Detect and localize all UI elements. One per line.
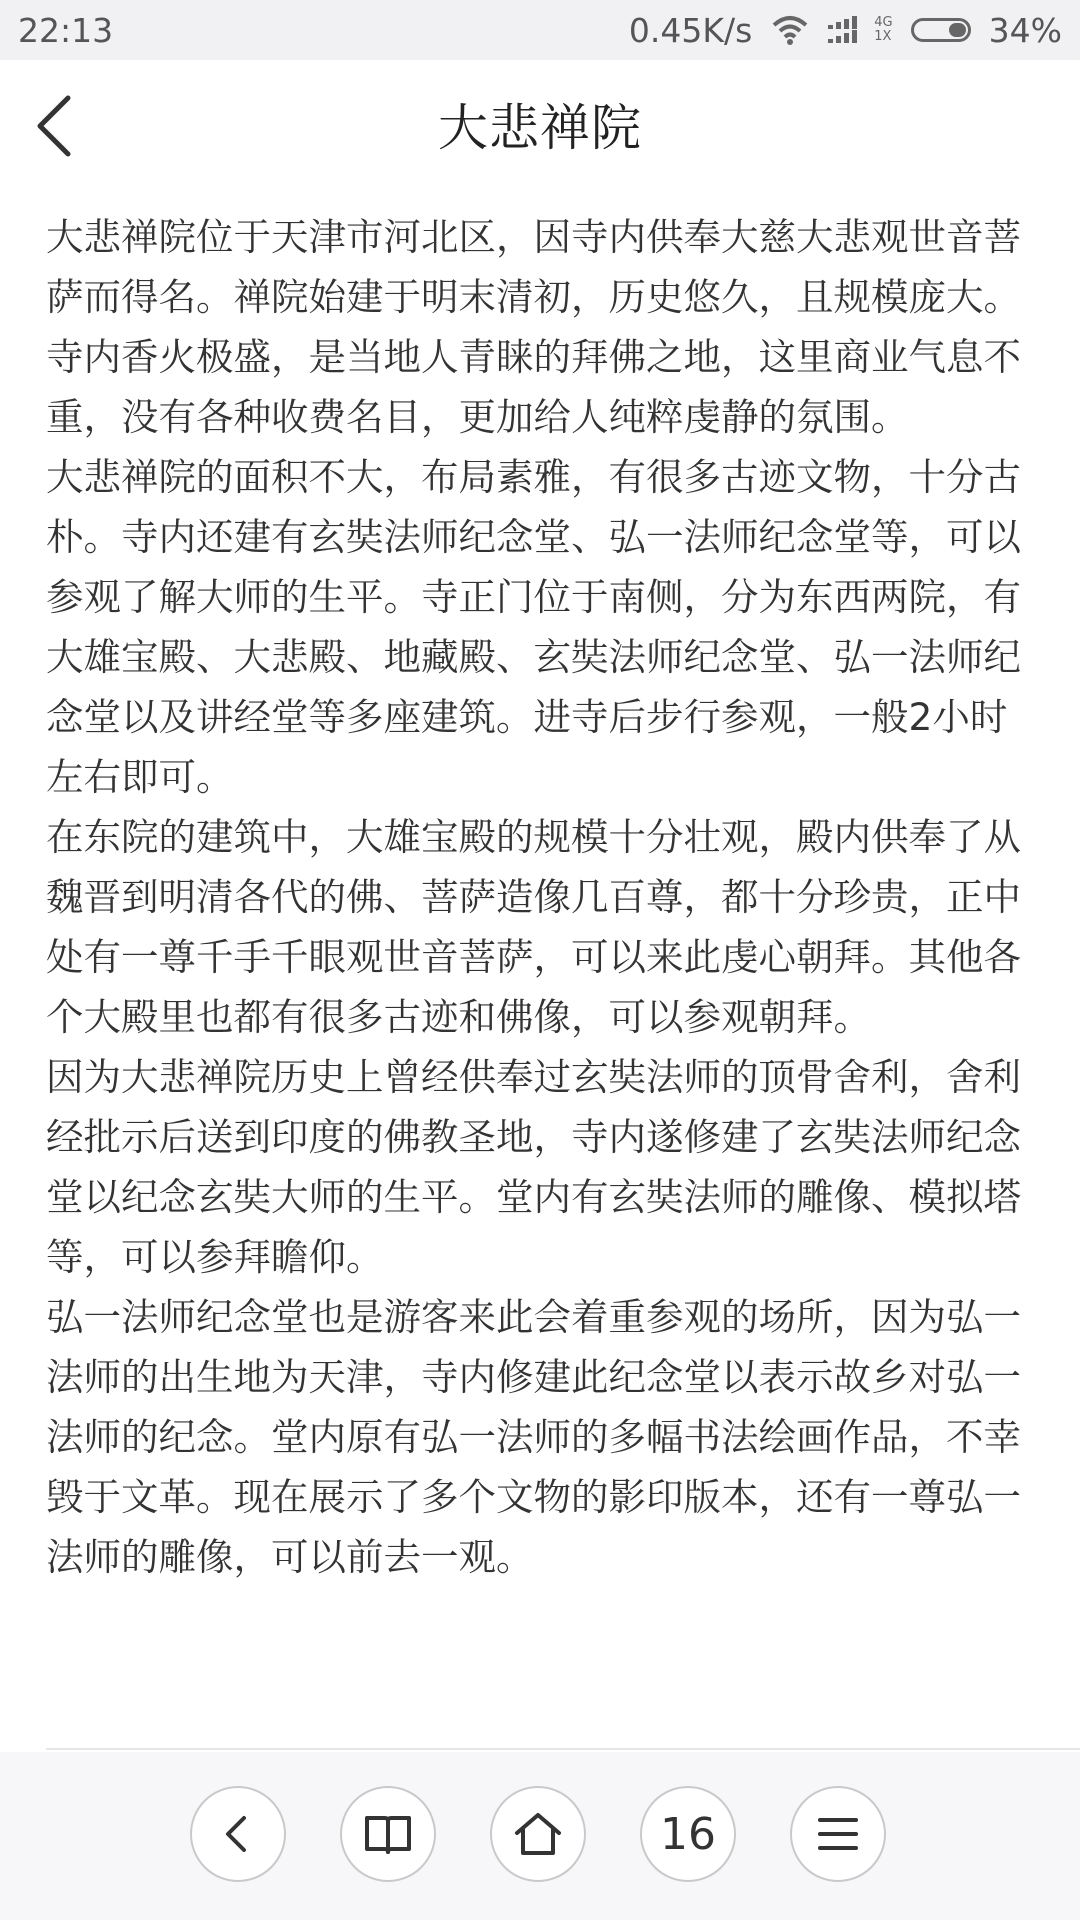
page-title: 大悲禅院: [438, 99, 642, 157]
header: [0, 60, 1080, 184]
article-paragraph: 弘一法师纪念堂也是游客来此会着重参观的场所，因为弘一法师的出生地为天津，寺内修建此纪念堂以表示故乡对弘一法师的纪念。堂内原有弘一法师的多幅书法绘画作品，不幸毁于文革。现在展示了多个文物的影印版本，还有一尊弘一法师的雕像，可以前去一观。: [46, 1295, 1021, 1579]
tabs-button[interactable]: [640, 1786, 736, 1882]
status-bar: [0, 0, 1080, 60]
menu-button[interactable]: [790, 1786, 886, 1882]
article-paragraph: 在东院的建筑中，大雄宝殿的规模十分壮观，殿内供奉了从魏晋到明清各代的佛、菩萨造像几百尊，都十分珍贵，正中处有一尊千手千眼观世音菩萨，可以来此虔心朝拜。其他各个大殿里也都有很多古迹和佛像，可以参观朝拜。: [46, 815, 1021, 1039]
reader-mode-button[interactable]: [340, 1786, 436, 1882]
status-indicators: [629, 11, 1062, 50]
battery-icon: [911, 18, 971, 42]
tabs-count: 16: [660, 1808, 716, 1860]
network-type-badge: [874, 16, 892, 44]
net-speed: 0.45K/s: [628, 10, 753, 50]
home-button[interactable]: [490, 1786, 586, 1882]
network-type-top: 4G: [874, 15, 893, 30]
bottom-toolbar: [0, 1752, 1080, 1920]
battery-percent: 34%: [988, 10, 1062, 50]
article-body: [46, 207, 1036, 1587]
article-paragraph: 因为大悲禅院历史上曾经供奉过玄奘法师的顶骨舍利，舍利经批示后送到印度的佛教圣地，寺内遂修建了玄奘法师纪念堂以纪念玄奘大师的生平。堂内有玄奘法师的雕像、模拟塔等，可以参拜瞻仰。: [46, 1055, 1021, 1279]
book-icon: [363, 1812, 413, 1856]
content-divider: [46, 1748, 1080, 1750]
back-icon: [216, 1812, 260, 1856]
network-type-bottom: 1X: [874, 29, 892, 44]
home-icon: [513, 1811, 563, 1857]
wifi-icon: [770, 15, 810, 45]
article-paragraph: 大悲禅院的面积不大，布局素雅，有很多古迹文物，十分古朴。寺内还建有玄奘法师纪念堂、弘一法师纪念堂等，可以参观了解大师的生平。寺正门位于南侧，分为东西两院，有大雄宝殿、大悲殿、地藏殿、玄奘法师纪念堂、弘一法师纪念堂以及讲经堂等多座建筑。进寺后步行参观，一般2小时左右即可。: [46, 455, 1021, 799]
article-paragraph: 大悲禅院位于天津市河北区，因寺内供奉大慈大悲观世音菩萨而得名。禅院始建于明末清初，历史悠久，且规模庞大。寺内香火极盛，是当地人青睐的拜佛之地，这里商业气息不重，没有各种收费名目，更加给人纯粹虔静的氛围。: [46, 215, 1021, 439]
toolbar-back-button[interactable]: [190, 1786, 286, 1882]
battery-level: [949, 23, 966, 37]
status-time: 22:13: [18, 10, 114, 50]
menu-icon: [816, 1814, 860, 1854]
signal-icon: [828, 15, 864, 45]
